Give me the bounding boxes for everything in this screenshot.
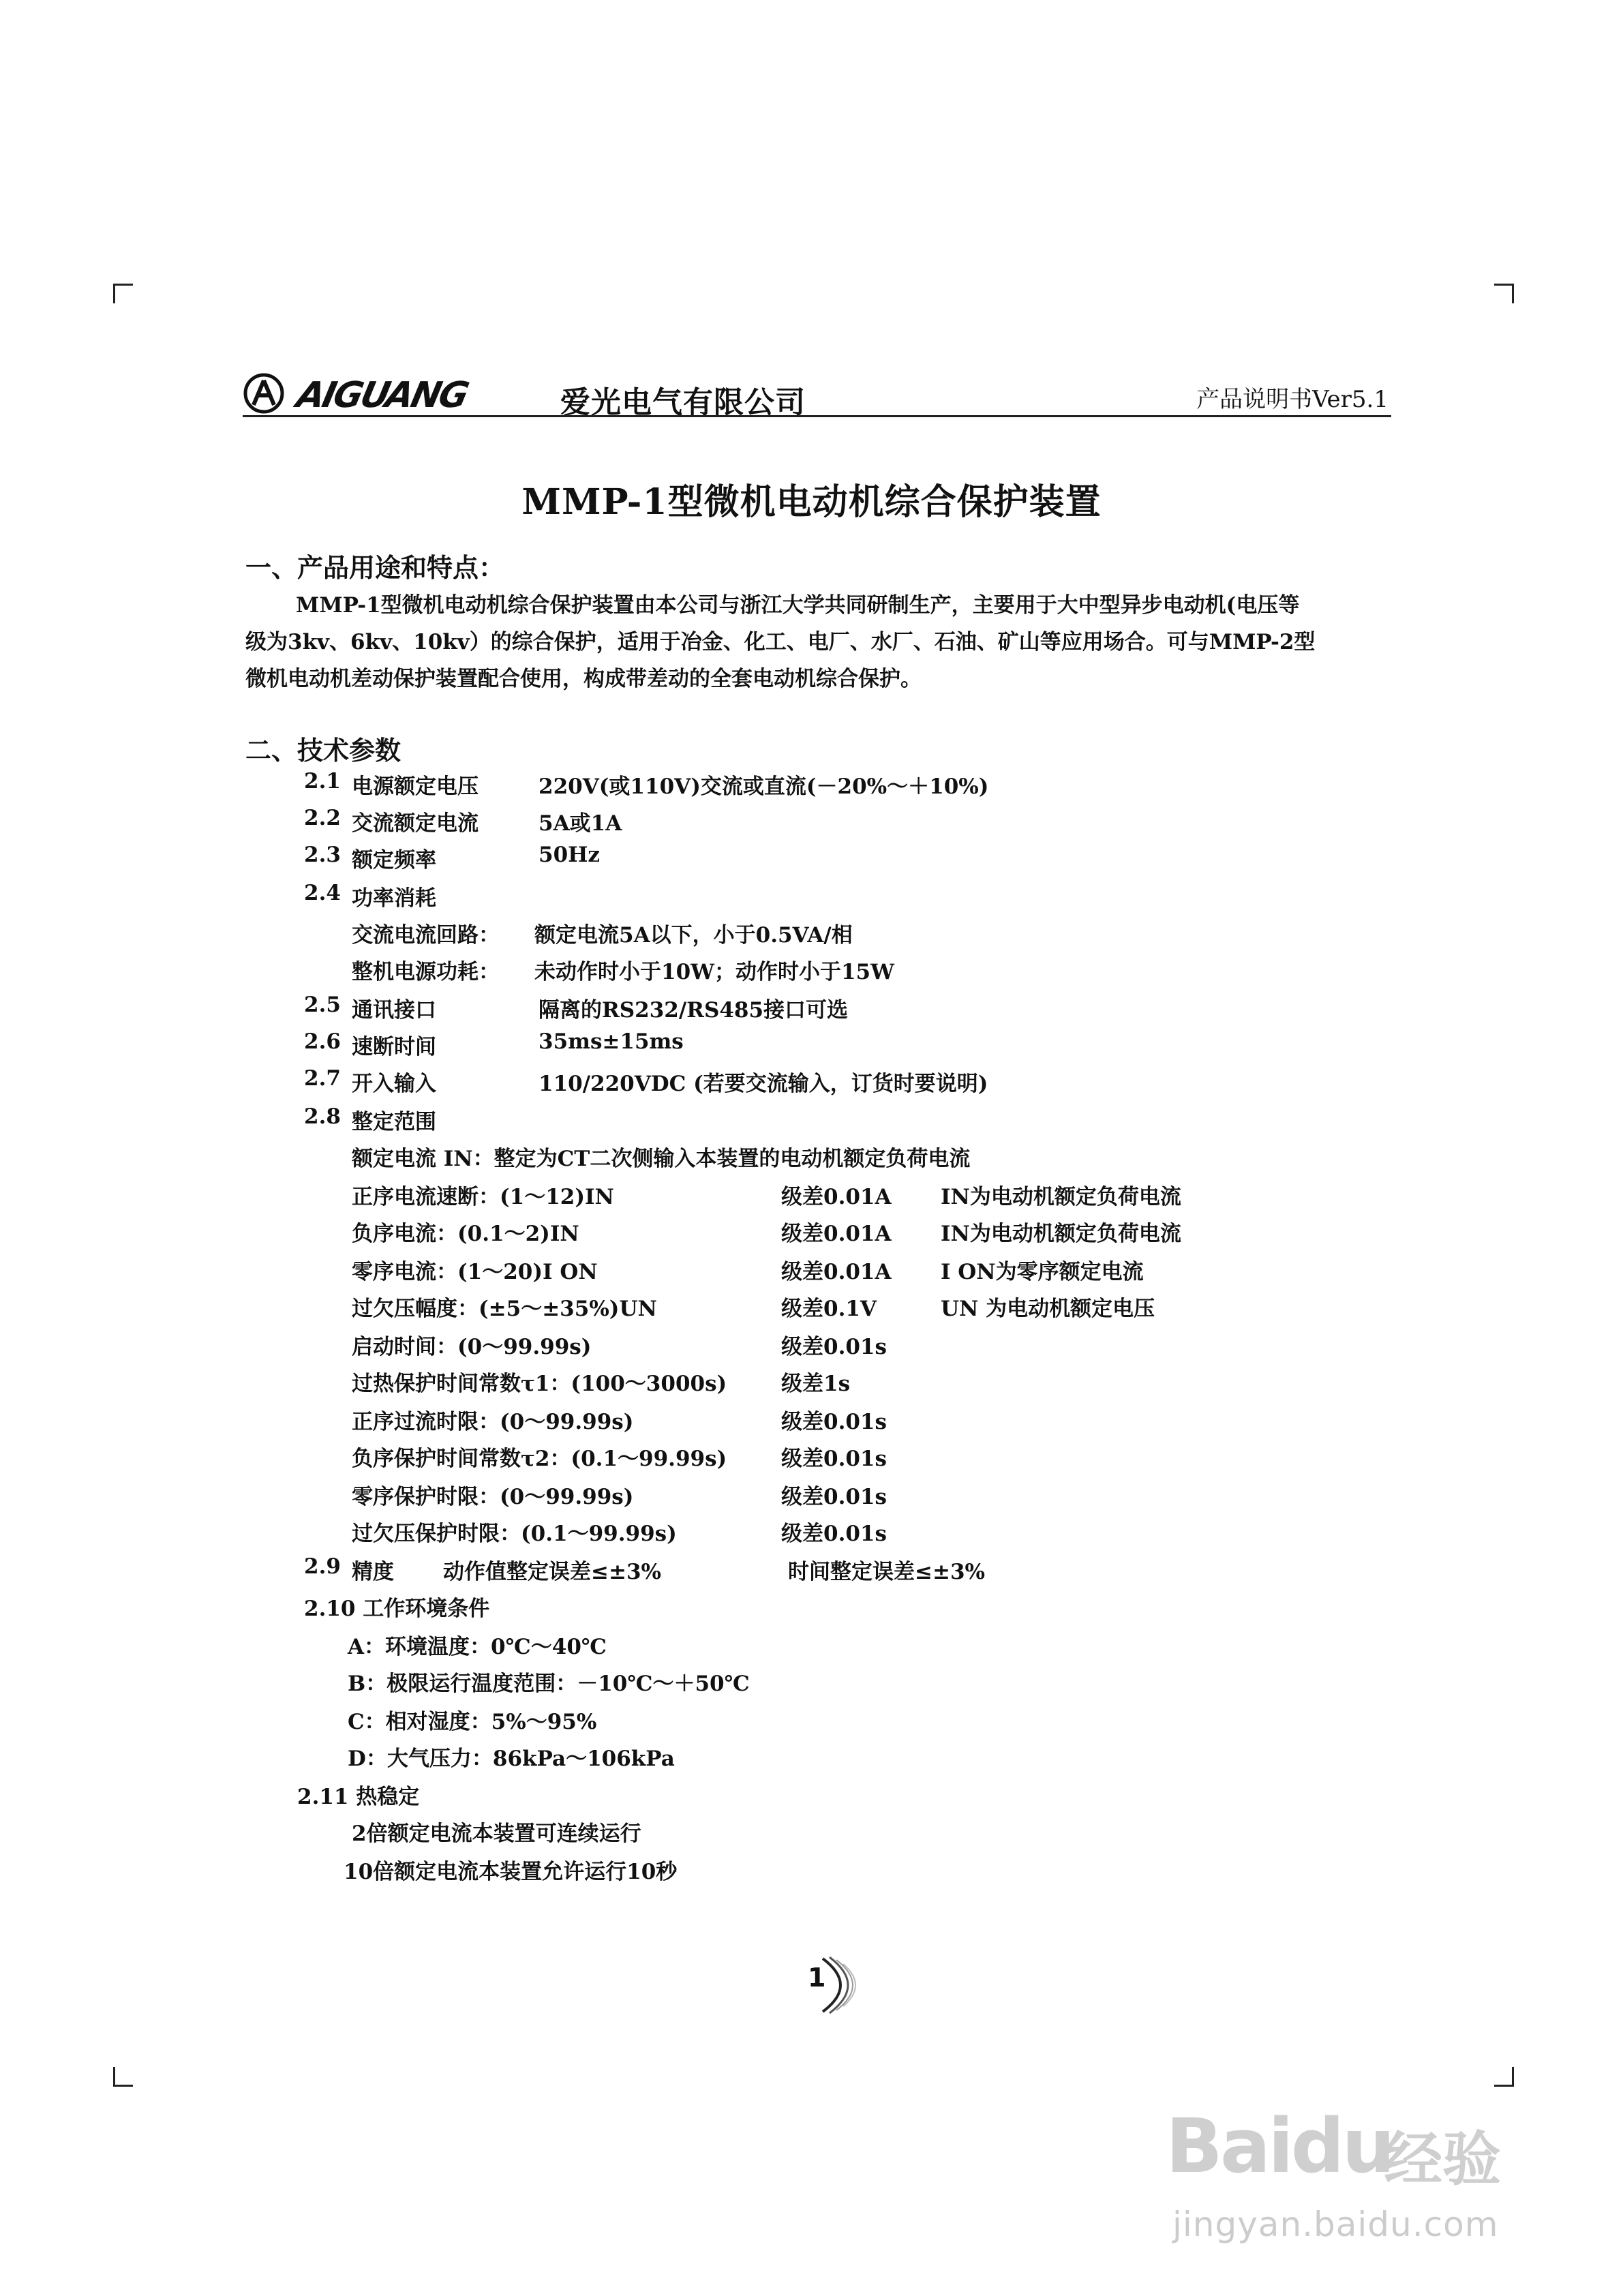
param-number: 2.5 [304,993,341,1017]
param-label: 电源额定电压 [352,774,479,799]
param-label: 额定频率 [352,848,436,873]
manual-version-label: 产品说明书Ver5.1 [1196,386,1389,413]
range-note: UN 为电动机额定电压 [941,1297,1155,1321]
baidu-jingyan-watermark [1159,2089,1541,2252]
range-note: IN为电动机额定负荷电流 [941,1222,1181,1246]
power-sub-value: 未动作时小于10W；动作时小于15W [534,960,894,984]
range-step: 级差0.1V [781,1297,877,1321]
param-value: 隔离的RS232/RS485接口可选 [539,998,849,1023]
range-step: 级差0.01A [781,1185,892,1209]
range-step: 级差0.01s [781,1485,887,1509]
watermark-url: jingyan.baidu.com [1172,2205,1499,2244]
range-step: 级差0.01s [781,1447,887,1471]
watermark-baidu-logo: Baidu [1166,2102,1393,2190]
thermal-item: 2倍额定电流本装置可连续运行 [352,1822,641,1846]
param-number: 2.8 [304,1104,341,1129]
param-number: 2.6 [304,1029,341,1054]
param-value: 5A或1A [539,811,622,836]
thermal-heading: 2.11 热稳定 [297,1785,420,1809]
param-number: 2.9 [304,1554,341,1579]
page-number-swoosh-icon [795,1954,870,2016]
company-name: 爱光电气有限公司 [560,385,806,420]
range-name: 过欠压保护时限：(0.1～99.99s) [352,1522,677,1546]
features-paragraph [245,588,1391,697]
param-number: 2.7 [304,1066,341,1091]
param-label: 通讯接口 [352,998,436,1023]
crop-mark-top-left [113,284,133,303]
accuracy-action: 动作值整定误差≤±3% [443,1560,661,1584]
param-value: 50Hz [539,843,601,867]
param-label: 交流额定电流 [352,811,479,836]
power-sub-label: 交流电流回路： [352,923,500,948]
paragraph-line: 级为3kv、6kv、10kv）的综合保护，适用于冶金、化工、电厂、水厂、石油、矿山等应用场合。可与MMP-2型 [245,630,1316,654]
param-label: 功率消耗 [352,886,436,911]
param-label: 速断时间 [352,1035,436,1059]
range-name: 零序保护时限：(0～99.99s) [352,1485,634,1509]
env-item: A：环境温度：0℃～40℃ [348,1635,607,1659]
page-number: 1 [808,1963,826,1993]
param-label: 开入输入 [352,1072,436,1096]
range-note: IN为电动机额定负荷电流 [941,1185,1181,1209]
env-item: D：大气压力：86kPa～106kPa [348,1747,675,1771]
crop-mark-bottom-left [113,2067,133,2087]
env-item: B：极限运行温度范围：－10℃～＋50℃ [348,1672,750,1696]
range-step: 级差0.01s [781,1335,887,1359]
company-logo-icon [243,372,285,414]
power-sub-value: 额定电流5A以下，小于0.5VA/相 [534,923,853,948]
logo-wordmark: AIGUANG [293,375,471,416]
range-step: 级差0.01A [781,1260,892,1284]
header-divider [243,415,1391,417]
watermark-jingyan-text: 经验 [1384,2126,1501,2194]
paragraph-line: MMP-1型微机电动机综合保护装置由本公司与浙江大学共同研制生产，主要用于大中型异步电动机(电压等 [296,593,1300,618]
section-heading-tech-params: 二、技术参数 [245,735,401,766]
range-name: 正序过流时限：(0～99.99s) [352,1410,634,1434]
param-number: 2.4 [304,881,341,905]
param-value: 220V(或110V)交流或直流(－20%～＋10%) [539,774,989,799]
param-number: 2.1 [304,769,341,794]
env-item: C：相对湿度：5%～95% [348,1710,597,1734]
param-label: 整定范围 [352,1110,436,1134]
crop-mark-bottom-right [1494,2067,1514,2087]
section-heading-features: 一、产品用途和特点： [245,552,505,583]
page-header [243,369,1391,420]
range-name: 过热保护时间常数τ1：(100～3000s) [352,1372,727,1396]
param-number: 2.3 [304,843,341,867]
range-step: 级差0.01A [781,1222,892,1246]
env-heading: 2.10 工作环境条件 [304,1597,490,1621]
page-title: MMP-1型微机电动机综合保护装置 [521,481,1102,523]
thermal-item: 10倍额定电流本装置允许运行10秒 [344,1860,678,1884]
range-name: 启动时间：(0～99.99s) [352,1335,592,1359]
power-sub-label: 整机电源功耗： [352,960,500,984]
range-step: 级差0.01s [781,1410,887,1434]
range-name: 负序电流：(0.1～2)IN [352,1222,579,1246]
range-note: I ON为零序额定电流 [941,1260,1144,1284]
range-step: 级差0.01s [781,1522,887,1546]
rated-current-text: 额定电流 IN：整定为CT二次侧输入本装置的电动机额定负荷电流 [352,1147,971,1171]
range-name: 负序保护时间常数τ2：(0.1～99.99s) [352,1447,727,1471]
range-name: 零序电流：(1～20)I ON [352,1260,598,1284]
param-label: 精度 [352,1560,394,1584]
param-value: 110/220VDC (若要交流输入，订货时要说明) [539,1072,988,1096]
range-step: 级差1s [781,1372,851,1396]
param-number: 2.2 [304,806,341,830]
page-number-badge [795,1954,870,2016]
range-name: 过欠压幅度：(±5～±35%)UN [352,1297,657,1321]
accuracy-time: 时间整定误差≤±3% [788,1560,985,1584]
paragraph-line: 微机电动机差动保护装置配合使用，构成带差动的全套电动机综合保护。 [245,667,922,691]
param-value: 35ms±15ms [539,1029,684,1054]
range-name: 正序电流速断：(1～12)IN [352,1185,614,1209]
crop-mark-top-right [1494,284,1514,303]
